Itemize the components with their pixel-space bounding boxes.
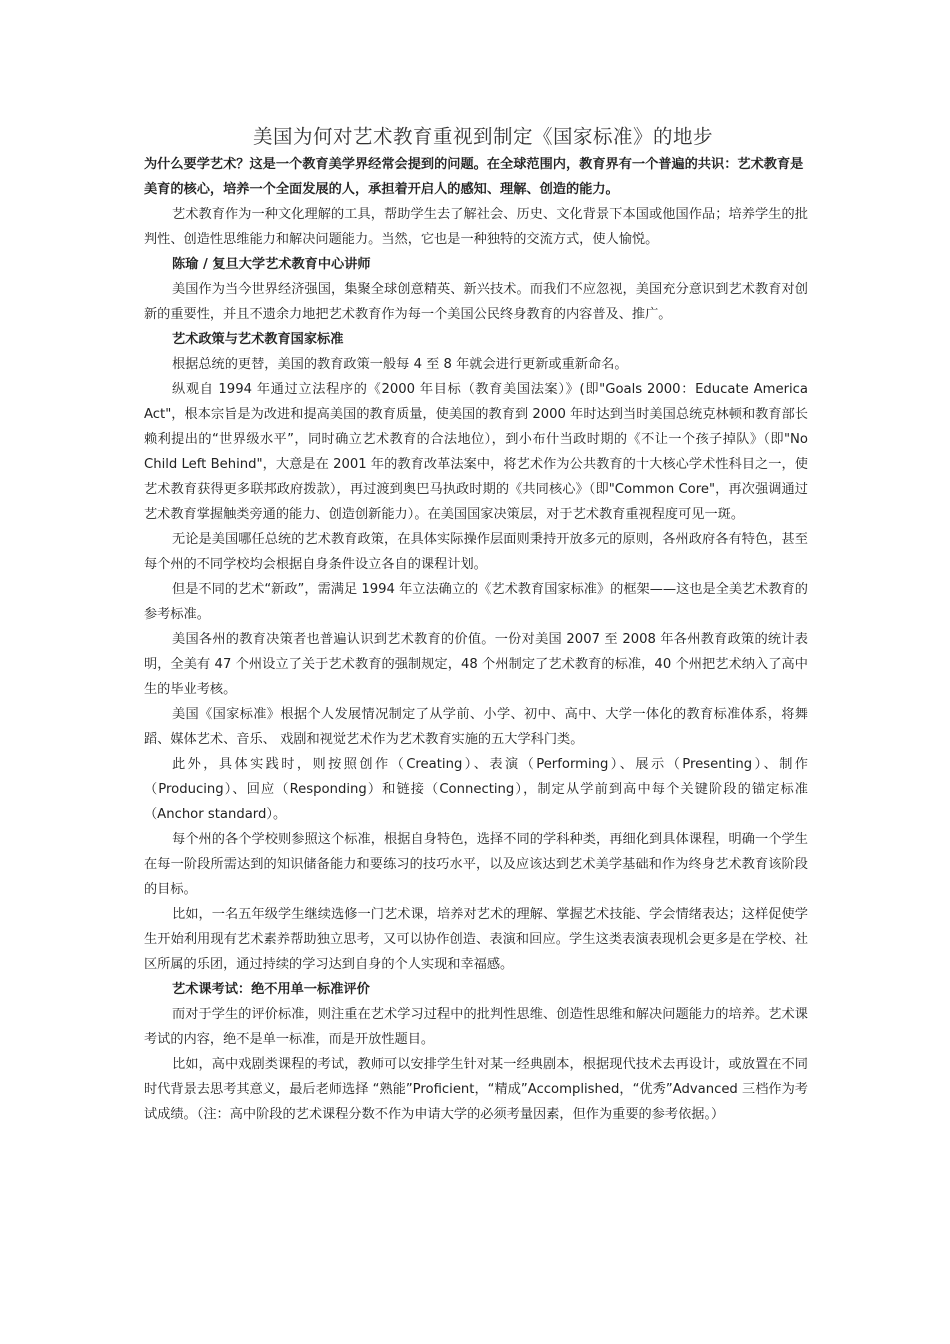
paragraph-13: 比如，高中戏剧类课程的考试，教师可以安排学生针对某一经典剧本，根据现代技术去再设计，或放置在不同时代背景去思考其意义，最后老师选择 “熟能”Proficient，“精成”Accomplished，“优秀”Advanced 三档作为考试成绩。（注：高中阶段的艺术课程分数不作为申请大学的必须考量因素，但作为重要的参考依据。） (144, 1057, 808, 1122)
paragraph-11: 比如，一名五年级学生继续选修一门艺术课，培养对艺术的理解、掌握艺术技能、学会情绪表达；这样促使学生开始利用现有艺术素养帮助独立思考，又可以协作创造、表演和回应。学生这类表演表现机会更多是在学校、社区所属的乐团，通过持续的学习达到自身的个人实现和幸福感。 (144, 907, 808, 972)
paragraph-6: 但是不同的艺术“新政”，需满足 1994 年立法确立的《艺术教育国家标准》的框架——这也是全美艺术教育的参考标准。 (144, 582, 808, 622)
section-heading-exams: 艺术课考试：绝不用单一标准评价 (172, 982, 370, 997)
paragraph-1: 艺术教育作为一种文化理解的工具，帮助学生去了解社会、历史、文化背景下本国或他国作品；培养学生的批判性、创造性思维能力和解决问题能力。当然，它也是一种独特的交流方式，使人愉悦。 (144, 207, 808, 247)
article-title: 美国为何对艺术教育重视到制定《国家标准》的地步 (252, 125, 713, 148)
paragraph-8: 美国《国家标准》根据个人发展情况制定了从学前、小学、初中、高中、大学一体化的教育标准体系，将舞蹈、媒体艺术、音乐、 戏剧和视觉艺术作为艺术教育实施的五大学科门类。 (144, 707, 808, 747)
paragraph-12: 而对于学生的评价标准，则注重在艺术学习过程中的批判性思维、创造性思维和解决问题能力的培养。艺术课考试的内容，绝不是单一标准，而是开放性题目。 (144, 1007, 808, 1047)
author-line: 陈瑜 / 复旦大学艺术教育中心讲师 (172, 257, 371, 272)
section-heading-policy: 艺术政策与艺术教育国家标准 (172, 332, 344, 347)
paragraph-4: 纵观自 1994 年通过立法程序的《2000 年目标（教育美国法案）》(即"Goals 2000：Educate America Act"，根本宗旨是为改进和提高美国的教育质量，使美国的教育到 2000 年时达到当时美国总统克林顿和教育部长赖利提出的“世界级水平”，同时确立艺术教育的合法地位），到小布什当政时期的《不让一个孩子掉队》（即"No Child Left Behind"，大意是在 2001 年的教育改革法案中，将艺术作为公共教育的十大核心学术性科目之一，使艺术教育获得更多联邦政府拨款），再过渡到奥巴马执政时期的《共同核心》（即"Common Core"，再次强调通过艺术教育掌握触类旁通的能力、创造创新能力）。在美国国家决策层，对于艺术教育重视程度可见一斑。 (144, 382, 808, 522)
paragraph-2: 美国作为当今世界经济强国，集聚全球创意精英、新兴技术。而我们不应忽视，美国充分意识到艺术教育对创新的重要性，并且不遗余力地把艺术教育作为每一个美国公民终身教育的内容普及、推广。 (144, 282, 808, 322)
paragraph-7: 美国各州的教育决策者也普遍认识到艺术教育的价值。一份对美国 2007 至 2008 年各州教育政策的统计表明，全美有 47 个州设立了关于艺术教育的强制规定，48 个州制定了艺术教育的标准，40 个州把艺术纳入了高中生的毕业考核。 (144, 632, 808, 697)
intro-paragraph: 为什么要学艺术？这是一个教育美学界经常会提到的问题。在全球范围内，教育界有一个普遍的共识：艺术教育是美育的核心，培养一个全面发展的人，承担着开启人的感知、理解、创造的能力。 (144, 157, 804, 197)
paragraph-9: 此外，具体实践时，则按照创作（Creating）、表演（Performing）、展示（Presenting）、制作（Producing）、回应（Responding）和链接（Connecting），制定从学前到高中每个关键阶段的锚定标准（Anchor standard）。 (144, 757, 808, 822)
article-page (144, 122, 808, 1127)
paragraph-3: 根据总统的更替，美国的教育政策一般每 4 至 8 年就会进行更新或重新命名。 (172, 357, 628, 372)
paragraph-5: 无论是美国哪任总统的艺术教育政策，在具体实际操作层面则秉持开放多元的原则，各州政府各有特色，甚至每个州的不同学校均会根据自身条件设立各自的课程计划。 (144, 532, 808, 572)
paragraph-10: 每个州的各个学校则参照这个标准，根据自身特色，选择不同的学科种类，再细化到具体课程，明确一个学生在每一阶段所需达到的知识储备能力和要练习的技巧水平，以及应该达到艺术美学基础和作为终身艺术教育该阶段的目标。 (144, 832, 808, 897)
